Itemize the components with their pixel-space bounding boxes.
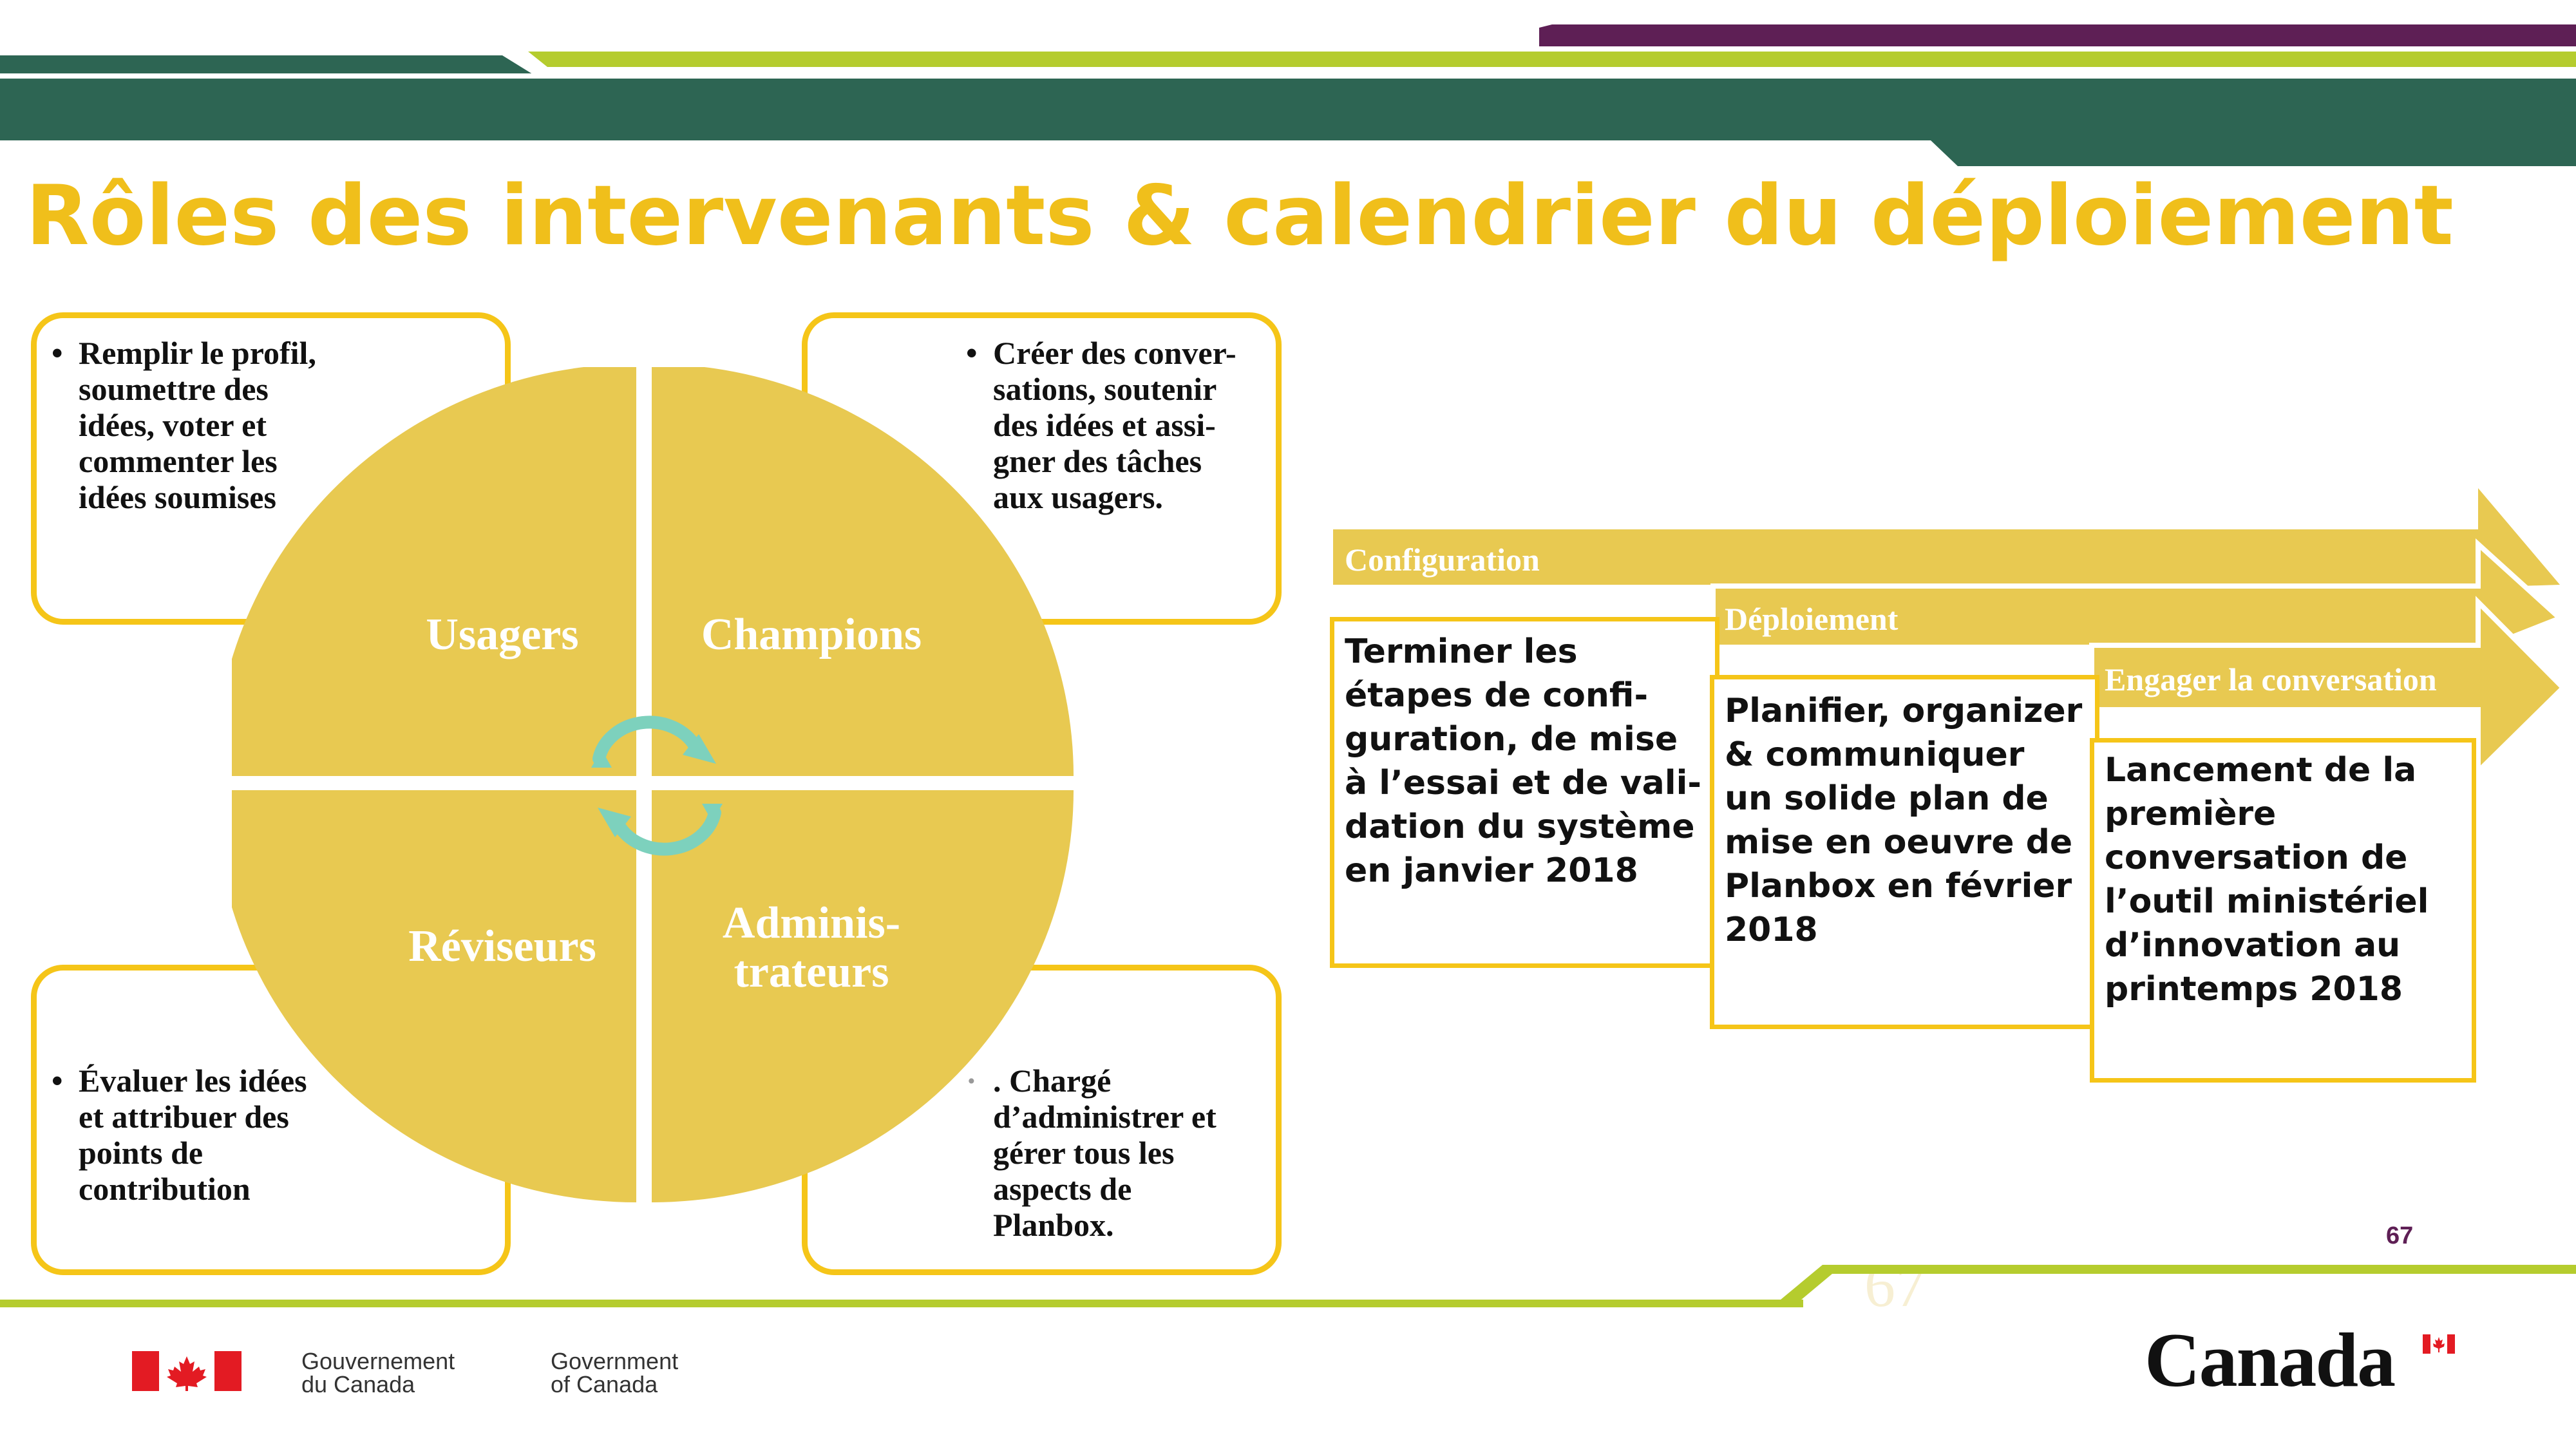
page-number-ghost: 67 xyxy=(1864,1251,1926,1320)
label-reviseurs: Réviseurs xyxy=(408,922,596,971)
cycle-arrows-icon xyxy=(580,708,734,876)
bullet-marker: • xyxy=(52,1063,63,1099)
page-number: 67 xyxy=(2386,1222,2414,1249)
phase-text-engager: Lancement de la première conversation de l’outil ministériel d’innovation au printemps 2018 xyxy=(2105,751,2429,1009)
label-champions: Champions xyxy=(701,610,922,659)
phase-text-configuration: Terminer les étapes de confi- guration, de mise à l’essai et de vali- dation du système en janvier 2018 xyxy=(1345,632,1701,890)
phase-label-engager: Engager la conversation xyxy=(2105,661,2437,697)
canada-flag-icon xyxy=(132,1351,242,1391)
header-purple-band xyxy=(1539,24,2576,46)
header-green-band xyxy=(0,55,2576,166)
canada-wordmark: Canada xyxy=(2145,1317,2395,1403)
label-administrateurs: Adminis- trateurs xyxy=(722,898,901,997)
gov-name-fr: Gouvernement du Canada xyxy=(301,1348,455,1397)
role-text-usagers: Remplir le profil, soumettre des idées, voter et commenter les idées soumises xyxy=(79,335,316,515)
header-lime-band xyxy=(528,52,2576,67)
bullet-marker: • xyxy=(52,335,63,371)
header-white-line xyxy=(0,73,2576,79)
footer-band xyxy=(0,1256,2576,1307)
quadrant-reviseurs xyxy=(232,790,636,1202)
gov-name-en: Government of Canada xyxy=(551,1348,679,1397)
quadrant-usagers xyxy=(232,367,636,776)
role-text-champions: Créer des conver- sations, soutenir des idées et assi- gner des tâches aux usagers. xyxy=(993,335,1236,515)
bullet-marker: · xyxy=(966,1063,977,1099)
label-usagers: Usagers xyxy=(426,610,579,659)
phase-text-deploiement: Planifier, organizer & communiquer un solide plan de mise en oeuvre de Planbox en février 2018 xyxy=(1725,692,2083,949)
wordmark-flag-icon xyxy=(2423,1334,2455,1354)
header-bands xyxy=(0,0,2576,167)
page-title: Rôles des intervenants & calendrier du déploiement xyxy=(26,168,2454,264)
role-text-administrateurs: . Chargé d’administrer et gérer tous les aspects de Planbox. xyxy=(993,1063,1217,1243)
role-text-reviseurs: Évaluer les idées et attribuer des points de contribution xyxy=(79,1063,307,1207)
bullet-marker: • xyxy=(966,335,978,371)
phase-label-deploiement: Déploiement xyxy=(1725,601,1899,637)
phase-label-configuration: Configuration xyxy=(1345,542,1540,578)
